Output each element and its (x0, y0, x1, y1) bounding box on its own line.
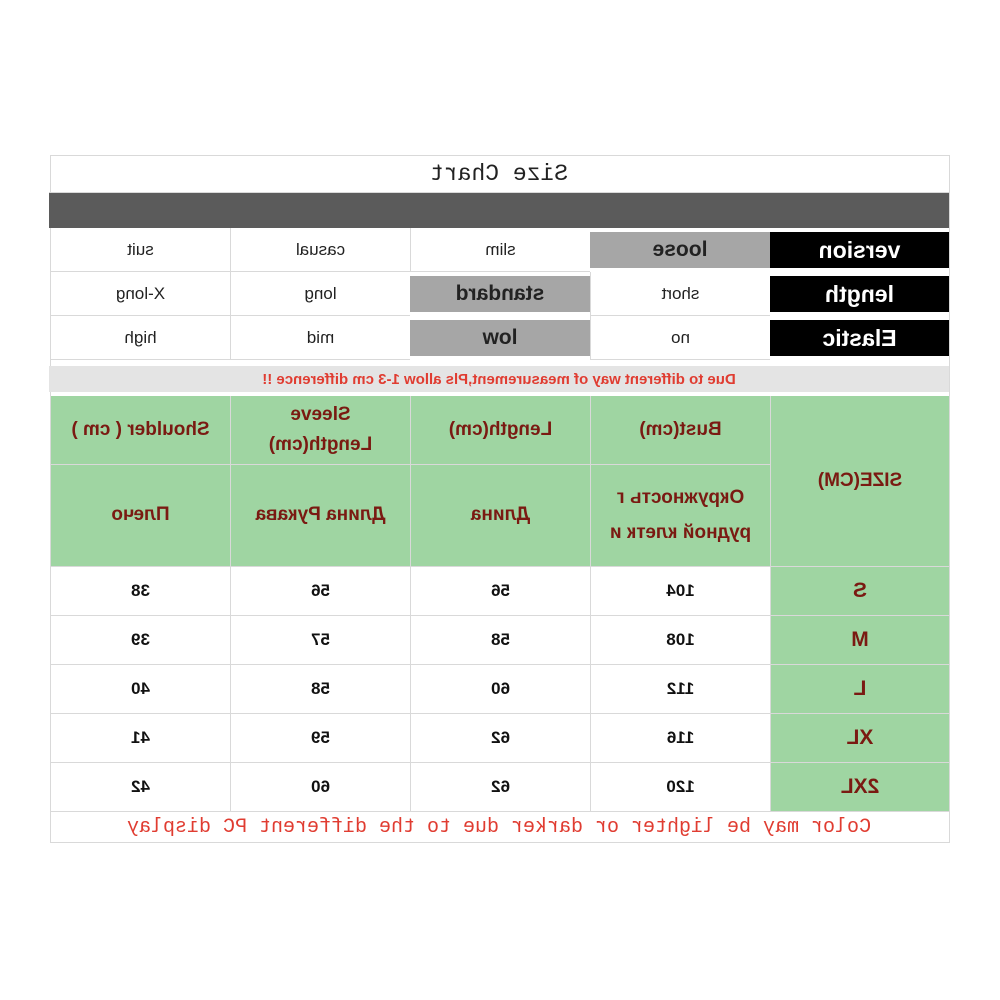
attribute-option: standard (410, 276, 590, 312)
table-cell: 60 (230, 763, 410, 812)
table-cell: 62 (410, 714, 590, 763)
table-cell: 116 (590, 714, 770, 763)
table-cell: 108 (590, 616, 770, 665)
attribute-option: X-long (50, 272, 230, 316)
attribute-option: no (590, 316, 770, 360)
measurement-table (49, 396, 949, 812)
attribute-option: casual (230, 228, 410, 272)
attribute-label-version: version (770, 232, 949, 268)
table-cell: 38 (50, 567, 230, 616)
attribute-option: suit (50, 228, 230, 272)
table-cell: 112 (590, 665, 770, 714)
attribute-option: slim (410, 228, 590, 272)
size-label: 2XL (770, 763, 949, 812)
table-cell: 57 (230, 616, 410, 665)
column-header-length: Length(cm) (410, 396, 590, 465)
attribute-option: low (410, 320, 590, 356)
size-chart-sheet (50, 155, 950, 843)
table-cell: 58 (410, 616, 590, 665)
column-header-shoulder: Shoulder ( cm ) (50, 396, 230, 465)
column-header-sleeve: Sleeve Length(cm) (230, 396, 410, 465)
table-cell: 39 (50, 616, 230, 665)
table-cell: 40 (50, 665, 230, 714)
table-cell: 60 (410, 665, 590, 714)
attribute-label-elastic: Elastic (770, 320, 949, 356)
table-cell: 62 (410, 763, 590, 812)
column-header-bust: Bust(cm) (590, 396, 770, 465)
header-band (49, 193, 949, 228)
table-cell: 56 (230, 567, 410, 616)
attribute-grid (49, 228, 949, 360)
column-header-length-ru: Длина (410, 465, 590, 567)
size-label: S (770, 567, 949, 616)
size-label: L (770, 665, 949, 714)
measurement-notice: Due to different way of measurement,Pls allow 1-3 cm difference !! (49, 366, 949, 392)
size-label: XL (770, 714, 949, 763)
size-column-header: SIZE(CM) (770, 396, 949, 567)
attribute-option: short (590, 272, 770, 316)
table-cell: 56 (410, 567, 590, 616)
attribute-option: loose (590, 232, 770, 268)
table-cell: 104 (590, 567, 770, 616)
attribute-label-length: length (770, 276, 949, 312)
color-disclaimer: Color may be lighter or darker due to the different PC display (126, 816, 872, 839)
attribute-option: high (50, 316, 230, 360)
column-header-shoulder-ru: Плечо (50, 465, 230, 567)
size-label: M (770, 616, 949, 665)
table-cell: 120 (590, 763, 770, 812)
attribute-option: mid (230, 316, 410, 360)
column-header-sleeve-ru: Длина Рукава (230, 465, 410, 567)
attribute-option: long (230, 272, 410, 316)
table-cell: 58 (230, 665, 410, 714)
table-cell: 42 (50, 763, 230, 812)
table-cell: 59 (230, 714, 410, 763)
table-cell: 41 (50, 714, 230, 763)
chart-title: Size Chart (49, 156, 949, 193)
column-header-bust-ru: Окружность г рудной клетк и (590, 465, 770, 567)
